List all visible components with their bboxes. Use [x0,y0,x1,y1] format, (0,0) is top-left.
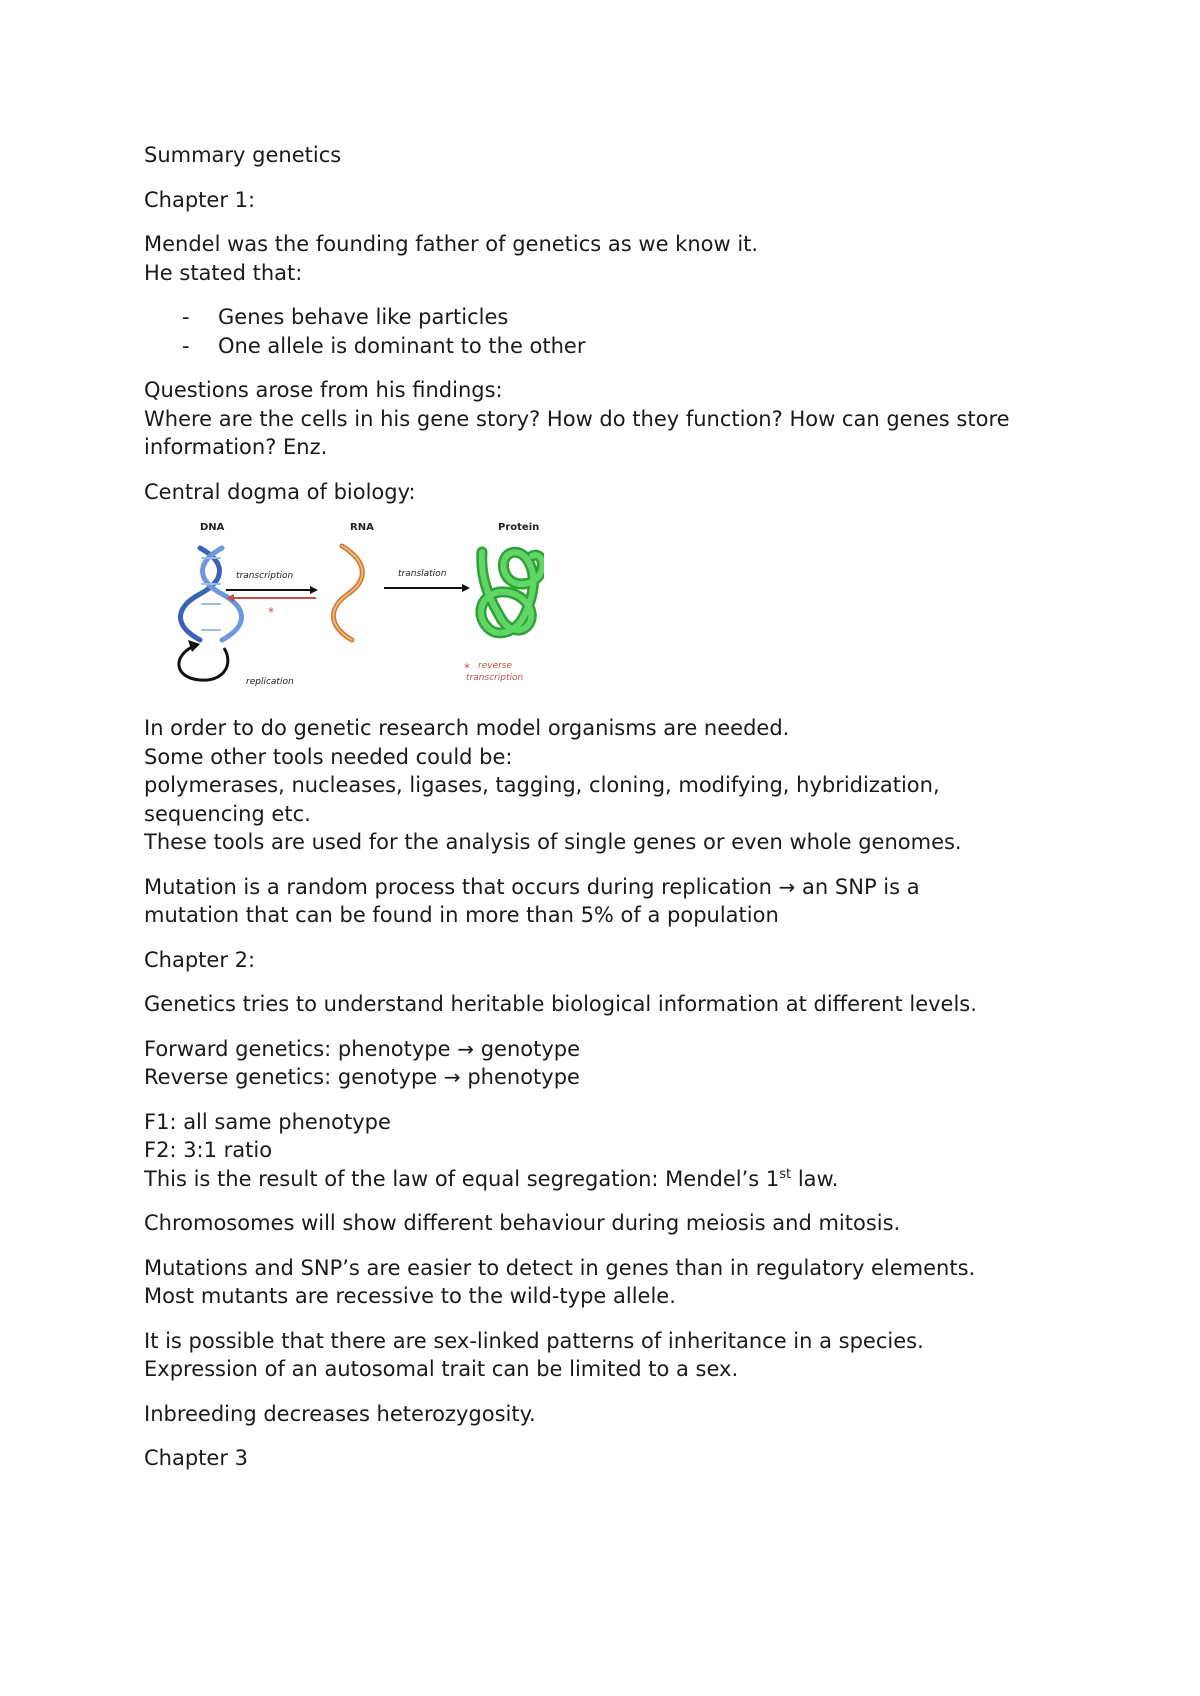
tools-paragraph [144,714,1084,857]
f1-line: F1: all same phenotype [144,1109,391,1134]
mutation-text-b: an SNP is a [802,874,920,899]
tools-line-4: sequencing etc. [144,801,311,826]
chromosomes-paragraph: Chromosomes will show different behaviour during meiosis and mitosis. [144,1211,901,1235]
mutations-paragraph [144,1254,1084,1311]
replication-label: replication [246,677,294,687]
law-text-a: This is the result of the law of equal segregation: Mendel’s 1 [144,1166,780,1191]
translation-arrow-icon [384,584,470,592]
chapter-1-heading: Chapter 1: [144,187,256,212]
reverse-label-line-2: transcription [466,673,524,683]
forward-genetics-line [144,1035,1084,1064]
questions-paragraph [144,376,1084,462]
mendel-paragraph [144,230,1084,287]
tools-line-1: In order to do genetic research model organisms are needed. [144,716,790,740]
inbreeding-paragraph: Inbreeding decreases heterozygosity. [144,1401,536,1426]
genetics-directions-paragraph [144,1035,1084,1092]
rna-label: RNA [350,522,374,533]
legend-star-marker: * [464,661,470,675]
replication-arrow-icon [179,640,228,680]
list-item: - Genes behave like particles [144,303,1084,332]
law-line [144,1165,1084,1194]
document-body [144,141,1084,1489]
tools-line-2: Some other tools needed could be: [144,744,513,769]
protein-fold-icon [481,552,543,633]
mutation-line-2: mutation that can be found in more than 5% of a population [144,903,779,927]
dna-helix-icon [181,548,242,640]
tools-line-3: polymerases, nucleases, ligases, tagging, cloning, modifying, hybridization, [144,773,940,797]
reverse-transcription-arrow-icon [226,594,316,602]
mendel-statements-list [144,303,1084,360]
reverse-text-a: Reverse genetics: genotype [144,1065,438,1089]
f2-line: F2: 3:1 ratio [144,1138,273,1162]
reverse-star-marker: * [268,605,274,619]
law-superscript: st [779,1166,792,1182]
document-title: Summary genetics [144,143,342,167]
forward-text-a: Forward genetics: phenotype [144,1036,451,1061]
mutation-text-a: Mutation is a random process that occurs during replication [144,874,772,899]
mutation-paragraph [144,873,1084,930]
law-text-b: law. [797,1166,839,1191]
chapter-3-heading: Chapter 3 [144,1446,248,1470]
segregation-paragraph [144,1108,1084,1194]
rna-strand-icon [333,546,362,640]
dna-label: DNA [200,522,225,533]
levels-paragraph: Genetics tries to understand heritable biological information at different levels. [144,992,977,1016]
mendel-line-2: He stated that: [144,260,303,285]
transcription-label: transcription [236,571,294,581]
questions-line-3: information? Enz. [144,435,328,459]
protein-label: Protein [498,522,540,533]
right-arrow-icon: → [778,874,796,899]
mutations-line-1: Mutations and SNP’s are easier to detect in genes than in regulatory elements. [144,1255,976,1280]
sex-linked-paragraph [144,1327,1084,1384]
sex-linked-line-1: It is possible that there are sex-linked patterns of inheritance in a species. [144,1328,924,1353]
central-dogma-figure [164,518,544,698]
questions-line-1: Questions arose from his findings: [144,378,503,402]
reverse-label-line-1: reverse [478,661,513,671]
forward-text-b: genotype [480,1036,581,1061]
reverse-text-b: phenotype [467,1065,580,1089]
mutation-line-1 [144,873,1084,902]
reverse-genetics-line [144,1063,1084,1092]
central-dogma-label: Central dogma of biology: [144,479,416,504]
transcription-arrow-icon [226,586,318,594]
mendel-line-1: Mendel was the founding father of genetics as we know it. [144,232,759,256]
chapter-2-heading: Chapter 2: [144,947,256,972]
mutations-line-2: Most mutants are recessive to the wild-type allele. [144,1284,676,1308]
sex-linked-line-2: Expression of an autosomal trait can be limited to a sex. [144,1357,739,1381]
right-arrow-icon: → [443,1065,461,1089]
list-item: - One allele is dominant to the other [144,332,1084,361]
questions-line-2: Where are the cells in his gene story? How do they function? How can genes store [144,406,1010,431]
tools-line-5: These tools are used for the analysis of single genes or even whole genomes. [144,830,962,854]
central-dogma-diagram [164,518,544,698]
translation-label: translation [398,569,447,579]
right-arrow-icon: → [457,1036,474,1061]
